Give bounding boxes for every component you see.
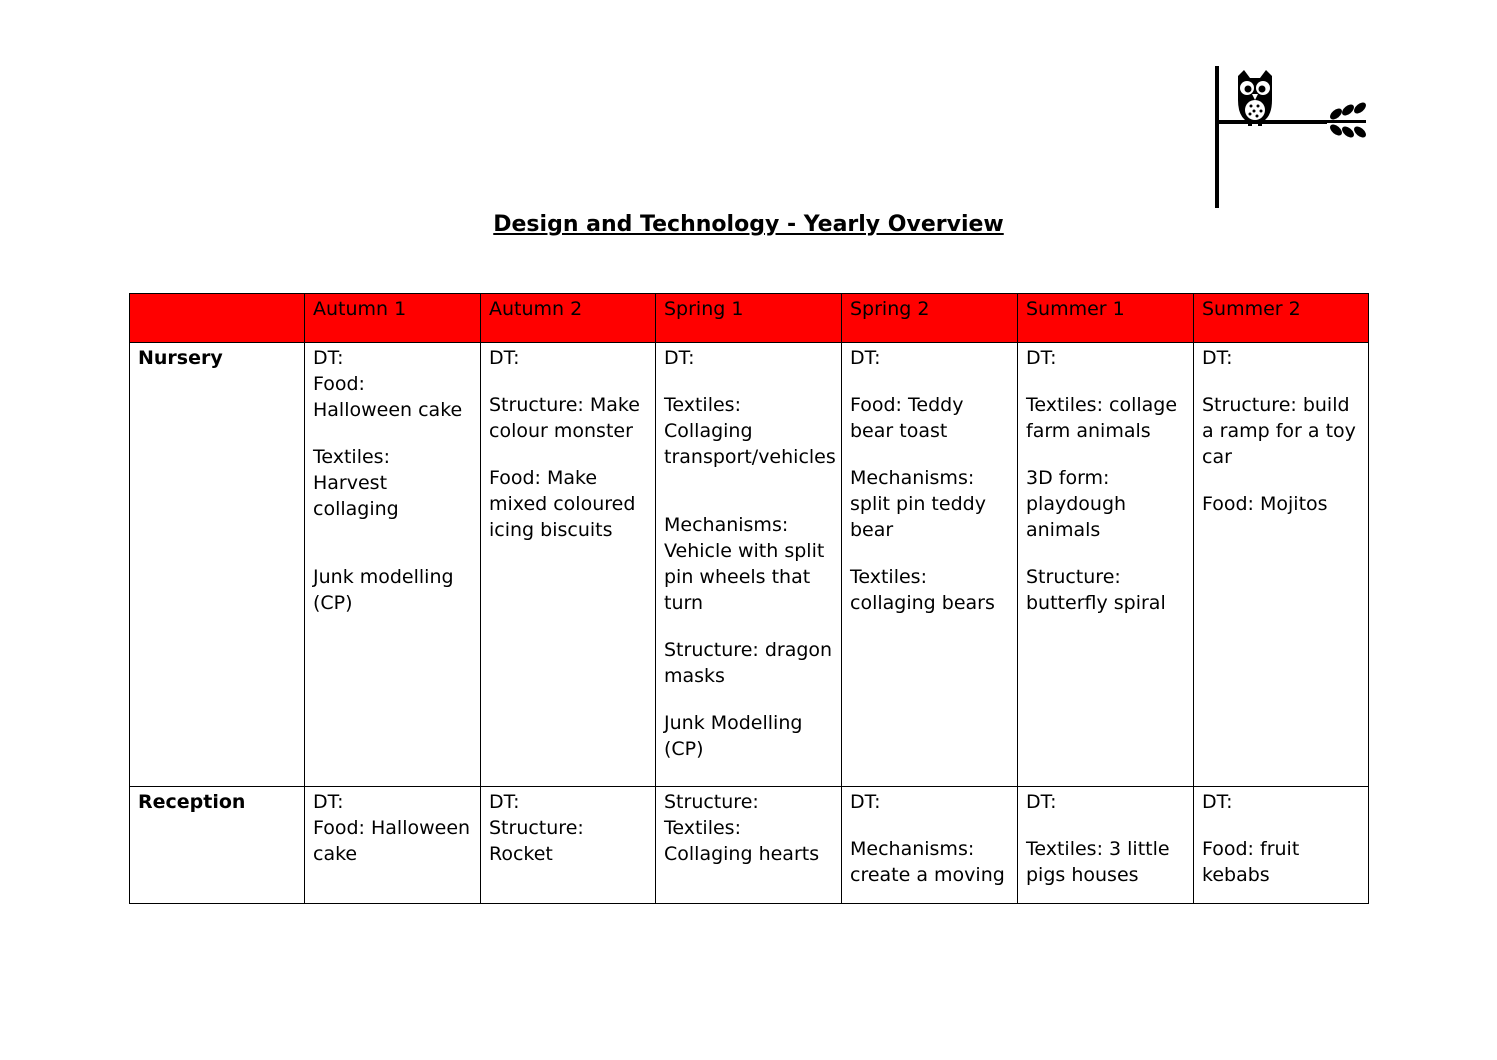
cell-text-line: (CP) bbox=[664, 738, 704, 760]
row-label: Reception bbox=[130, 787, 305, 904]
table-cell bbox=[1018, 787, 1194, 904]
cell-text-line bbox=[850, 444, 1009, 465]
cell-text-line: Junk modelling bbox=[313, 566, 454, 588]
cell-text-line: create a moving bbox=[850, 864, 1005, 886]
cell-text-line bbox=[664, 371, 833, 392]
owl-on-branch-icon bbox=[1208, 64, 1373, 210]
cell-text-line: masks bbox=[664, 665, 725, 687]
cell-text-line: Halloween cake bbox=[313, 399, 463, 421]
table-cell bbox=[842, 343, 1018, 787]
cell-text-line bbox=[1202, 815, 1360, 836]
cell-text-line: DT: bbox=[664, 347, 695, 369]
cell-text-line: DT: bbox=[1202, 347, 1233, 369]
table-header-row bbox=[130, 294, 1369, 343]
cell-text-line: DT: bbox=[850, 791, 881, 813]
table-cell bbox=[656, 787, 842, 904]
header-cell-empty bbox=[130, 294, 305, 343]
cell-text-line: Structure: bbox=[1026, 566, 1121, 588]
cell-text-line: collaging bbox=[313, 498, 399, 520]
cell-text-line: DT: bbox=[313, 347, 344, 369]
cell-text-line: pin wheels that bbox=[664, 566, 811, 588]
cell-text-line bbox=[313, 543, 472, 564]
cell-text-line: cake bbox=[313, 843, 358, 865]
cell-text-line: Textiles: bbox=[664, 817, 741, 839]
table-row bbox=[130, 787, 1369, 904]
cell-text-line: Structure: bbox=[664, 791, 759, 813]
cell-text-line: Food: Teddy bbox=[850, 394, 964, 416]
cell-text-line: Structure: build bbox=[1202, 394, 1350, 416]
table-cell bbox=[481, 343, 656, 787]
cell-text-line: Structure: Make bbox=[489, 394, 640, 416]
table-cell bbox=[481, 787, 656, 904]
cell-text-line: Food: fruit bbox=[1202, 838, 1300, 860]
cell-text-line: Mechanisms: bbox=[850, 838, 975, 860]
cell-text-line: pigs houses bbox=[1026, 864, 1139, 886]
cell-text-line: Textiles: bbox=[850, 566, 927, 588]
cell-text-line: kebabs bbox=[1202, 864, 1270, 886]
cell-text-line: Mechanisms: bbox=[850, 467, 975, 489]
cell-text-line bbox=[664, 689, 833, 710]
cell-text-line: Rocket bbox=[489, 843, 553, 865]
header-cell-summer-1: Summer 1 bbox=[1018, 294, 1194, 343]
cell-text-line bbox=[489, 371, 647, 392]
header-cell-spring-2: Spring 2 bbox=[842, 294, 1018, 343]
header-cell-autumn-1: Autumn 1 bbox=[305, 294, 481, 343]
cell-text-line: split pin teddy bbox=[850, 493, 986, 515]
cell-text-line: Vehicle with split bbox=[664, 540, 825, 562]
cell-text-line bbox=[664, 616, 833, 637]
cell-text-line: Food: Halloween bbox=[313, 817, 471, 839]
table-cell bbox=[305, 787, 481, 904]
cell-text-line bbox=[1026, 444, 1185, 465]
cell-text-line: Textiles: collage bbox=[1026, 394, 1178, 416]
row-label: Nursery bbox=[130, 343, 305, 787]
cell-text-line: Structure: dragon bbox=[664, 639, 833, 661]
table-cell bbox=[656, 343, 842, 787]
cell-text-line: DT: bbox=[1202, 791, 1233, 813]
cell-text-line: mixed coloured bbox=[489, 493, 636, 515]
cell-text-line bbox=[664, 470, 833, 491]
cell-text-line: a ramp for a toy bbox=[1202, 420, 1356, 442]
cell-text-line: Junk Modelling bbox=[664, 712, 803, 734]
cell-text-line bbox=[489, 444, 647, 465]
cell-text-line: Textiles: bbox=[313, 446, 390, 468]
cell-text-line bbox=[850, 543, 1009, 564]
cell-text-line: animals bbox=[1026, 519, 1101, 541]
cell-text-line: bear bbox=[850, 519, 894, 541]
cell-text-line bbox=[1202, 470, 1360, 491]
table-cell bbox=[1194, 787, 1369, 904]
page-title: Design and Technology - Yearly Overview bbox=[493, 212, 1004, 237]
cell-text-line: DT: bbox=[313, 791, 344, 813]
table-cell bbox=[305, 343, 481, 787]
cell-text-line: farm animals bbox=[1026, 420, 1151, 442]
cell-text-line bbox=[313, 522, 472, 543]
yearly-overview-table bbox=[129, 293, 1369, 904]
table-cell bbox=[1018, 343, 1194, 787]
header-cell-spring-1: Spring 1 bbox=[656, 294, 842, 343]
cell-text-line: DT: bbox=[489, 347, 520, 369]
cell-text-line: bear toast bbox=[850, 420, 948, 442]
cell-text-line bbox=[850, 371, 1009, 392]
cell-text-line bbox=[1026, 815, 1185, 836]
header-cell-summer-2: Summer 2 bbox=[1194, 294, 1369, 343]
cell-text-line bbox=[664, 491, 833, 512]
cell-text-line: Textiles: 3 little bbox=[1026, 838, 1170, 860]
cell-text-line bbox=[1026, 371, 1185, 392]
cell-text-line: Harvest bbox=[313, 472, 388, 494]
cell-text-line: DT: bbox=[1026, 791, 1057, 813]
header-cell-autumn-2: Autumn 2 bbox=[481, 294, 656, 343]
cell-text-line: turn bbox=[664, 592, 704, 614]
table-cell bbox=[1194, 343, 1369, 787]
cell-text-line: playdough bbox=[1026, 493, 1127, 515]
cell-text-line bbox=[1026, 543, 1185, 564]
cell-text-line: (CP) bbox=[313, 592, 353, 614]
cell-text-line: Mechanisms: bbox=[664, 514, 789, 536]
cell-text-line: Textiles: bbox=[664, 394, 741, 416]
table-cell bbox=[842, 787, 1018, 904]
cell-text-line: Food: Mojitos bbox=[1202, 493, 1328, 515]
cell-text-line: colour monster bbox=[489, 420, 633, 442]
cell-text-line: Structure: bbox=[489, 817, 584, 839]
cell-text-line: Collaging bbox=[664, 420, 753, 442]
cell-text-line: collaging bears bbox=[850, 592, 995, 614]
cell-text-line bbox=[313, 423, 472, 444]
cell-text-line: Collaging hearts bbox=[664, 843, 820, 865]
cell-text-line: transport/vehicles bbox=[664, 446, 836, 468]
cell-text-line: DT: bbox=[850, 347, 881, 369]
cell-text-line: icing biscuits bbox=[489, 519, 613, 541]
table-row bbox=[130, 343, 1369, 787]
cell-text-line: Food: Make bbox=[489, 467, 598, 489]
cell-text-line: DT: bbox=[489, 791, 520, 813]
cell-text-line bbox=[1202, 371, 1360, 392]
cell-text-line: 3D form: bbox=[1026, 467, 1110, 489]
cell-text-line: butterfly spiral bbox=[1026, 592, 1166, 614]
cell-text-line: car bbox=[1202, 446, 1232, 468]
cell-text-line: DT: bbox=[1026, 347, 1057, 369]
cell-text-line bbox=[850, 815, 1009, 836]
cell-text-line: Food: bbox=[313, 373, 365, 395]
